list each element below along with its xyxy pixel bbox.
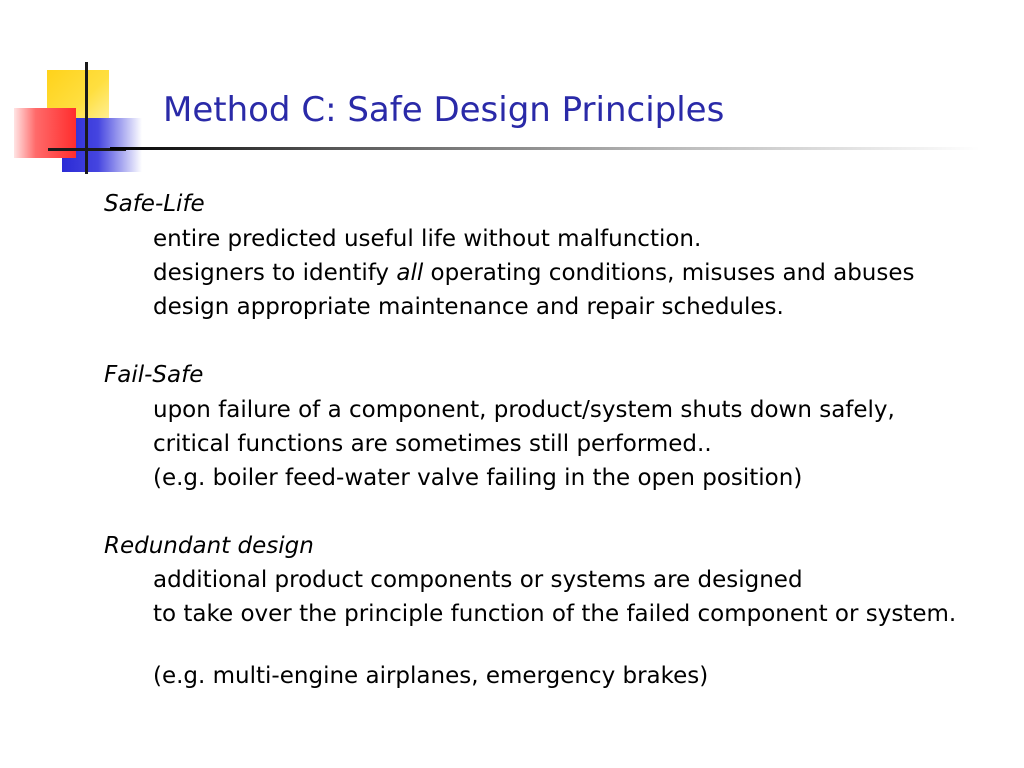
fail-safe-item-3: (e.g. boiler feed-water valve failing in the open position)	[153, 465, 803, 491]
section-heading-redundant-design: Redundant design	[104, 533, 314, 559]
fail-safe-item-1: upon failure of a component, product/system shuts down safely,	[153, 397, 895, 423]
redundant-design-item-2: to take over the principle function of the failed component or system.	[153, 601, 957, 627]
section-heading-safe-life: Safe-Life	[104, 191, 205, 217]
safe-life-item-2	[153, 260, 993, 286]
slide-title: Method C: Safe Design Principles	[163, 90, 725, 130]
safe-life-item-3: design appropriate maintenance and repair schedules.	[153, 294, 784, 320]
redundant-design-item-3: (e.g. multi-engine airplanes, emergency brakes)	[153, 663, 709, 689]
safe-life-item-2-emphasis: all	[396, 260, 424, 286]
safe-life-item-1: entire predicted useful life without malfunction.	[153, 226, 702, 252]
section-heading-fail-safe: Fail-Safe	[104, 362, 204, 388]
redundant-design-item-1: additional product components or systems are designed	[153, 567, 803, 593]
safe-life-item-2-text-end: operating conditions, misuses and abuses	[423, 260, 915, 286]
safe-life-item-2-text-start: designers to identify	[153, 260, 397, 286]
fail-safe-item-2: critical functions are sometimes still performed..	[153, 431, 712, 457]
